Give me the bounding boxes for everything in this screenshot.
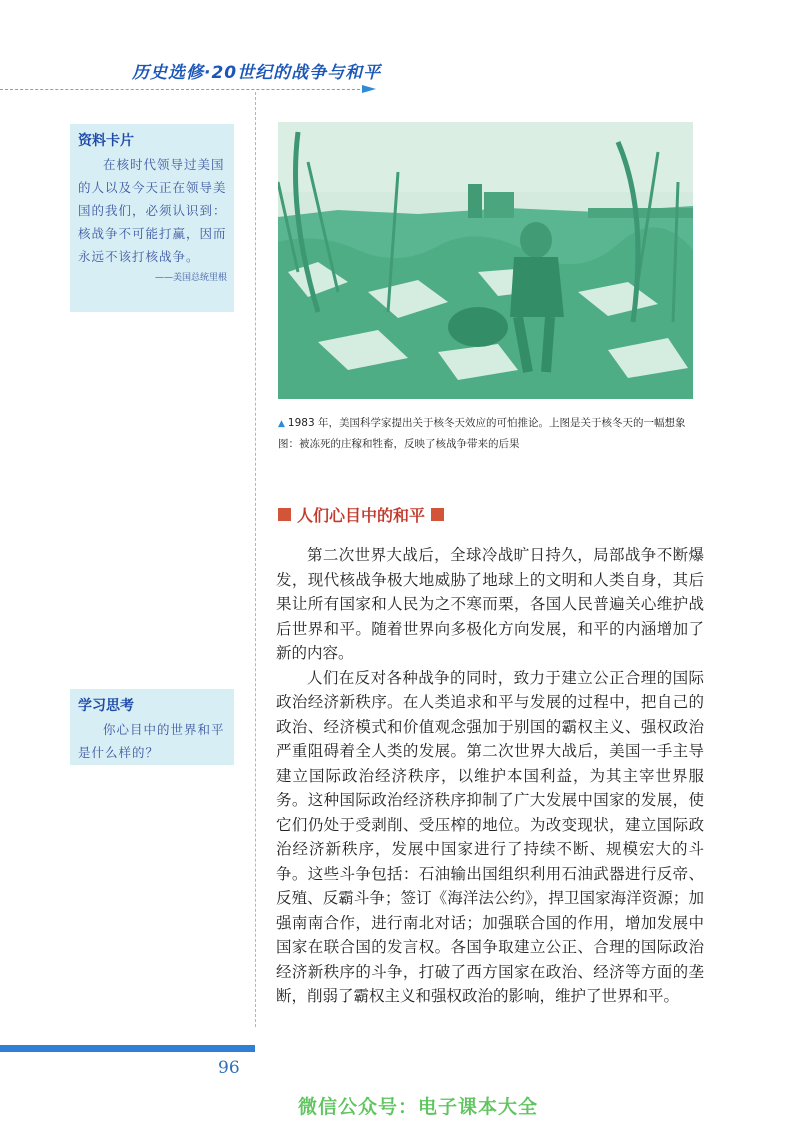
column-divider xyxy=(255,92,256,1027)
page-number: 96 xyxy=(218,1058,240,1078)
footer-bar xyxy=(0,1045,255,1052)
section-heading-text: 人们心目中的和平 xyxy=(297,506,426,525)
info-card-attribution: ——美国总统里根 xyxy=(154,273,227,283)
running-header-title: 历史选修·20世纪的战争与和平 xyxy=(132,63,382,83)
study-question-title: 学习思考 xyxy=(78,698,134,714)
study-question-card xyxy=(70,689,234,765)
info-card-title: 资料卡片 xyxy=(78,133,134,149)
header-arrow-icon xyxy=(362,85,376,93)
section-heading xyxy=(278,503,444,526)
body-paragraph-1: 第二次世界大战后，全球冷战旷日持久，局部战争不断爆发，现代核战争极大地威胁了地球上的文明和人类自身，其后果让所有国家和人民为之不寒而栗，各国人民普遍关心维护战后世界和平。随着世界向多极化方向发展，和平的内涵增加了新的内容。 xyxy=(276,546,704,662)
nuclear-winter-photo xyxy=(278,122,693,399)
nuclear-winter-illustration xyxy=(278,122,693,399)
body-text xyxy=(276,543,704,1009)
header-dashed-rule xyxy=(0,89,370,90)
study-question-text: 你心目中的世界和平是什么样的？ xyxy=(78,722,225,760)
watermark-text: 微信公众号：电子课本大全 xyxy=(298,1096,539,1118)
heading-square-icon xyxy=(431,508,444,521)
photo-caption-text: 1983 年，美国科学家提出关于核冬天效应的可怕推论。上图是关于核冬天的一幅想象图：被冻死的庄稼和牲畜，反映了核战争带来的后果 xyxy=(278,417,686,450)
info-card xyxy=(70,124,234,312)
info-card-quote: 在核时代领导过美国的人以及今天正在领导美国的我们，必须认识到：核战争不可能打赢，因而永远不该打核战争。 xyxy=(78,157,227,264)
photo-caption xyxy=(278,413,703,454)
body-paragraph-2: 人们在反对各种战争的同时，致力于建立公正合理的国际政治经济新秩序。在人类追求和平与发展的过程中，把自己的政治、经济模式和价值观念强加于别国的霸权主义、强权政治严重阻碍着全人类的发展。第二次世界大战后，美国一手主导建立国际政治经济秩序，以维护本国利益，为其主宰世界服务。这种国际政治经济秩序抑制了广大发展中国家的发展，使它们仍处于受剥削、受压榨的地位。为改变现状，建立国际政治经济新秩序，发展中国家进行了持续不断、规模宏大的斗争。这些斗争包括：石油输出国组织利用石油武器进行反帝、反殖、反霸斗争；签订《海洋法公约》，捍卫国家海洋资源；加强南南合作，进行南北对话；加强联合国的作用，增加发展中国家在联合国的发言权。各国争取建立公正、合理的国际政治经济新秩序的斗争，打破了西方国家在政治、经济等方面的垄断，削弱了霸权主义和强权政治的影响，维护了世界和平。 xyxy=(276,668,704,1005)
heading-square-icon xyxy=(278,508,291,521)
caption-triangle-icon: ▲ xyxy=(278,419,285,429)
